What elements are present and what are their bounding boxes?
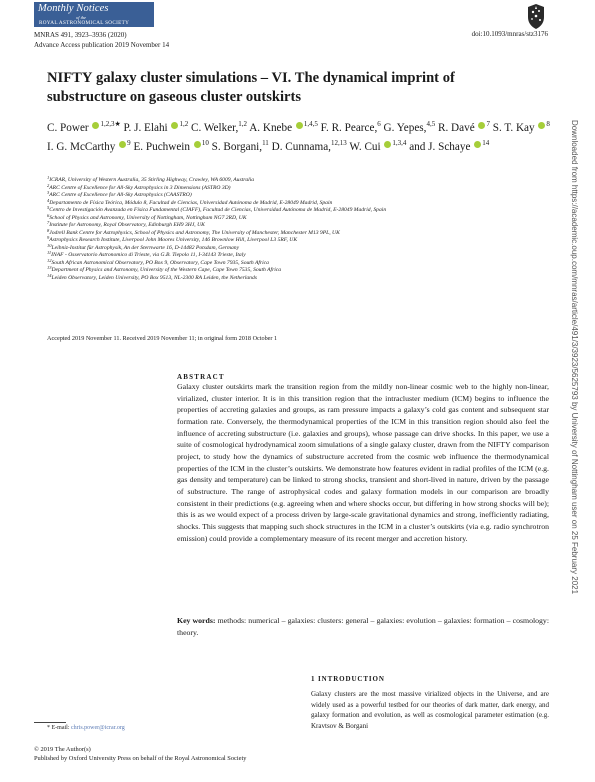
- author: [47, 138, 131, 153]
- author: [321, 122, 381, 134]
- affiliation-text: South African Astronomical Observatory, PO Box 9, Observatory, Cape Town 7935, South Africa: [51, 259, 269, 266]
- affiliation-text: Jodrell Bank Centre for Astrophysics, School of Physics and Astronomy, The University of Manchester, Manchester M13 9PL, UK: [49, 229, 340, 236]
- paper-title: [47, 69, 517, 107]
- affiliation-number: 7: [47, 220, 50, 225]
- affiliation: [47, 212, 547, 223]
- author: [349, 138, 407, 153]
- introduction-text: Galaxy clusters are the most massive virialized objects in the Universe, and are widely used as a powerful testbed for our theories of dark matter, dark energy, and galaxy formation and evolution, as well as cosmological parameter estimation (e.g. Kravtsov & Borgani: [311, 690, 549, 731]
- author-name: D. Cunnama,: [271, 140, 331, 153]
- affiliation-number: 3: [47, 190, 50, 195]
- affiliation-number: 4: [47, 197, 50, 203]
- abstract-nifty: NIFTY: [487, 440, 511, 450]
- affiliation-text: Centro de Investigación Avanzada en Física Fundamental (CIAFF), Facultad de Ciencias, Universidad Autónoma de Madrid, E-28049 Madrid, Spain: [49, 207, 387, 213]
- author-affiliation-marks: 1,2: [179, 120, 189, 128]
- doi[interactable]: doi:10.1093/mnras/stz3176: [471, 30, 548, 38]
- author-affiliation-marks: 12,13: [330, 138, 347, 147]
- orcid-icon[interactable]: [92, 122, 99, 129]
- journal-citation: MNRAS 491, 3923–3936 (2020): [34, 31, 127, 39]
- author: [191, 122, 247, 134]
- abstract-heading: ABSTRACT: [177, 373, 225, 381]
- affiliation-text: Department of Physics and Astronomy, University of the Western Cape, Cape Town 7535, South Africa: [51, 267, 282, 273]
- affiliation-number: 2: [47, 182, 50, 188]
- author-affiliation-marks: 8: [546, 120, 550, 128]
- affiliation-text: School of Physics and Astronomy, University of Nottingham, Nottingham NG7 2RD, UK: [49, 214, 247, 221]
- affiliation: [47, 197, 547, 208]
- affiliation-number: 13: [47, 265, 52, 270]
- affiliation-text: ARC Centre of Excellence for All-Sky Astrophysics (CAASTRO): [49, 192, 192, 198]
- affiliation: [47, 222, 547, 230]
- affiliation-list: [47, 177, 547, 282]
- affiliation: [47, 267, 547, 275]
- download-sidebar: [567, 120, 579, 640]
- orcid-icon[interactable]: [474, 141, 481, 148]
- abstract-part2: comparison project, to study how the dynamics of substructure accreted from the cosmic web influence the thermodynamical properties of the ICM in the cluster’s outskirts. We demonstrate how features evident in radial profiles of the ICM (e.g. gas density and temperature) can be linked to strong shocks, transient and short-lived in nature, driven by the passage of substructure. The range of astrophysical codes and galaxy formation models in our comparison are broadly consistent in their predictions (e.g. agreeing when and where shocks occur, but differing in how strong shocks will be); this is as we would expect of a process driven by large-scale gravitational dynamics and strong, inefficiently radiating, shocks. This suggests that mapping such shock structures in the ICM in a cluster’s outskirts (via e.g. radio synchrotron emission) could provide a complementary measure of its recent merger and accretion history.: [177, 440, 549, 543]
- author: [124, 122, 189, 134]
- abstract-part1: Galaxy cluster outskirts mark the transition region from the mildly non-linear cosmic web to the highly non-linear, virialized, cluster interior. It is in this transition region that the intracluster medium (ICM) begins to influence the properties of accreting galaxies and groups, as ram pressure impacts a galaxy’s cold gas content and subsequent star formation rate. Conversely, the thermodynamical properties of the ICM in this transition region should also feel the influence of accreting substructure (i.e. galaxies and groups), whose passage can drive shocks. In this paper, we use a suite of cosmological hydrodynamical zoom simulations of a single galaxy cluster, drawn from the: [177, 382, 549, 450]
- affiliation-number: 14: [47, 272, 52, 278]
- orcid-icon[interactable]: [296, 122, 303, 129]
- affiliation-number: 9: [47, 235, 50, 240]
- email-label: * E-mail:: [47, 725, 70, 731]
- affiliation-text: Institute for Astronomy, Royal Observatory, Edinburgh EH9 3HJ, UK: [49, 222, 205, 228]
- author-affiliation-marks: 6: [377, 120, 381, 128]
- footnote-divider: [34, 722, 66, 723]
- author-affiliation-marks: 1,3,4: [392, 138, 407, 147]
- affiliation: [47, 237, 547, 245]
- affiliation-text: Departamento de Física Teórica, Módulo 8, Facultad de Ciencias, Universidad Autónoma de Madrid, E-28049 Madrid, Spain: [49, 199, 333, 206]
- orcid-icon[interactable]: [171, 122, 178, 129]
- author: [409, 138, 490, 153]
- affiliation-number: 12: [47, 257, 52, 263]
- citation-block: [34, 30, 169, 50]
- author-affiliation-marks: 10: [201, 138, 209, 147]
- author-affiliation-marks: 14: [482, 138, 490, 147]
- advance-access-note: Advance Access publication 2019 November 14: [34, 41, 170, 49]
- abstract-text: [177, 381, 549, 544]
- affiliation-text: Astrophysics Research Institute, Liverpool John Moores University, 146 Brownlow Hill, Liverpool L3 5RF, UK: [49, 237, 298, 243]
- affiliation: [47, 242, 547, 253]
- author-affiliation-marks: 9: [127, 138, 131, 147]
- footnote-email: [47, 725, 125, 731]
- orcid-icon[interactable]: [538, 122, 545, 129]
- copyright-line1: © 2019 The Author(s): [34, 746, 91, 753]
- affiliation-text: Leiden Observatory, Leiden University, PO Box 9513, NL-2300 RA Leiden, the Netherlands: [51, 274, 257, 281]
- author: [47, 122, 121, 134]
- affiliation: [47, 207, 547, 215]
- author-name: S. Borgani,: [211, 140, 263, 153]
- affiliation: [47, 182, 547, 193]
- affiliation-number: 10: [47, 242, 52, 248]
- orcid-icon[interactable]: [119, 141, 126, 148]
- title-prefix: NIFTY: [47, 70, 93, 86]
- affiliation-text: ARC Centre of Excellence for All-Sky Astrophysics in 3 Dimensions (ASTRO 3D): [49, 184, 231, 191]
- affiliation-number: 6: [47, 212, 50, 218]
- journal-name-line1: Monthly Notices: [38, 3, 109, 14]
- author: [271, 138, 347, 153]
- affiliation: [47, 257, 547, 268]
- affiliation-number: 1: [47, 175, 50, 180]
- author: [249, 122, 318, 134]
- affiliation-text: INAF - Osservatorio Astronomico di Trieste, via G.B. Tiepolo 11, I-34143 Trieste, Italy: [51, 252, 246, 258]
- affiliation: [47, 192, 547, 200]
- received-dates: Accepted 2019 November 11. Received 2019 November 11; in original form 2018 October 1: [47, 335, 278, 342]
- author: [493, 122, 550, 134]
- society-crest-icon: [525, 2, 547, 30]
- author-affiliation-marks: 1,2,3★: [100, 120, 121, 128]
- author-name: I. G. McCarthy: [47, 140, 116, 153]
- author-name: F. R. Pearce,: [320, 122, 378, 134]
- orcid-icon[interactable]: [478, 122, 485, 129]
- orcid-icon[interactable]: [384, 141, 391, 148]
- affiliation: [47, 177, 547, 185]
- keywords-text: methods: numerical – galaxies: clusters: general – galaxies: evolution – galaxies: formation – cosmology: theory.: [177, 616, 549, 637]
- journal-name-line2: of the: [76, 15, 87, 20]
- author: [384, 122, 436, 134]
- author-list: [47, 119, 557, 156]
- author-affiliation-marks: 4,5: [426, 120, 436, 128]
- email-link[interactable]: chris.power@icrar.org: [71, 725, 125, 731]
- author-affiliation-marks: 11: [262, 138, 269, 147]
- author-name: E. Puchwein: [133, 140, 191, 153]
- author-name: C. Power: [47, 122, 89, 134]
- title-rest: galaxy cluster simulations – VI. The dynamical imprint of substructure on gaseous cluster outskirts: [47, 70, 455, 105]
- author-name: and J. Schaye: [409, 140, 471, 153]
- author: [211, 138, 269, 153]
- copyright-line2: Published by Oxford University Press on behalf of the Royal Astronomical Society: [34, 755, 247, 762]
- affiliation-number: 11: [47, 250, 52, 255]
- keywords: [177, 615, 549, 638]
- journal-banner: [34, 2, 154, 27]
- download-notice: Downloaded from https://academic.oup.com/mnras/article/491/3/3923/5625793 by University of Nottingham user on 25 February 2021: [570, 120, 579, 595]
- affiliation: [47, 272, 547, 283]
- author-affiliation-marks: 7: [486, 120, 490, 128]
- affiliation-number: 5: [47, 205, 50, 210]
- author-name: C. Welker,: [191, 122, 239, 134]
- affiliation-number: 8: [47, 227, 50, 233]
- affiliation-text: Leibniz-Institut für Astrophysik, An der Sternwarte 16, D-14482 Potsdam, Germany: [51, 244, 240, 251]
- author-name: R. Davé: [438, 122, 475, 134]
- affiliation: [47, 227, 547, 238]
- orcid-icon[interactable]: [194, 141, 201, 148]
- author-name: S. T. Kay: [492, 122, 535, 134]
- author: [133, 138, 209, 153]
- affiliation: [47, 252, 547, 260]
- author-name: P. J. Elahi: [123, 122, 168, 134]
- author-affiliation-marks: 1,2: [238, 120, 247, 128]
- copyright: [34, 745, 246, 763]
- author-name: A. Knebe: [249, 122, 293, 134]
- author: [438, 122, 490, 134]
- author-name: G. Yepes,: [383, 122, 427, 134]
- keywords-label: Key words:: [177, 616, 216, 625]
- journal-name-line3: ROYAL ASTRONOMICAL SOCIETY: [39, 20, 130, 26]
- introduction-heading: 1 INTRODUCTION: [311, 675, 385, 683]
- author-affiliation-marks: 1,4,5: [303, 120, 318, 128]
- author-name: W. Cui: [349, 140, 381, 153]
- affiliation-text: ICRAR, University of Western Australia, 35 Stirling Highway, Crawley, WA 6009, Australia: [49, 177, 255, 183]
